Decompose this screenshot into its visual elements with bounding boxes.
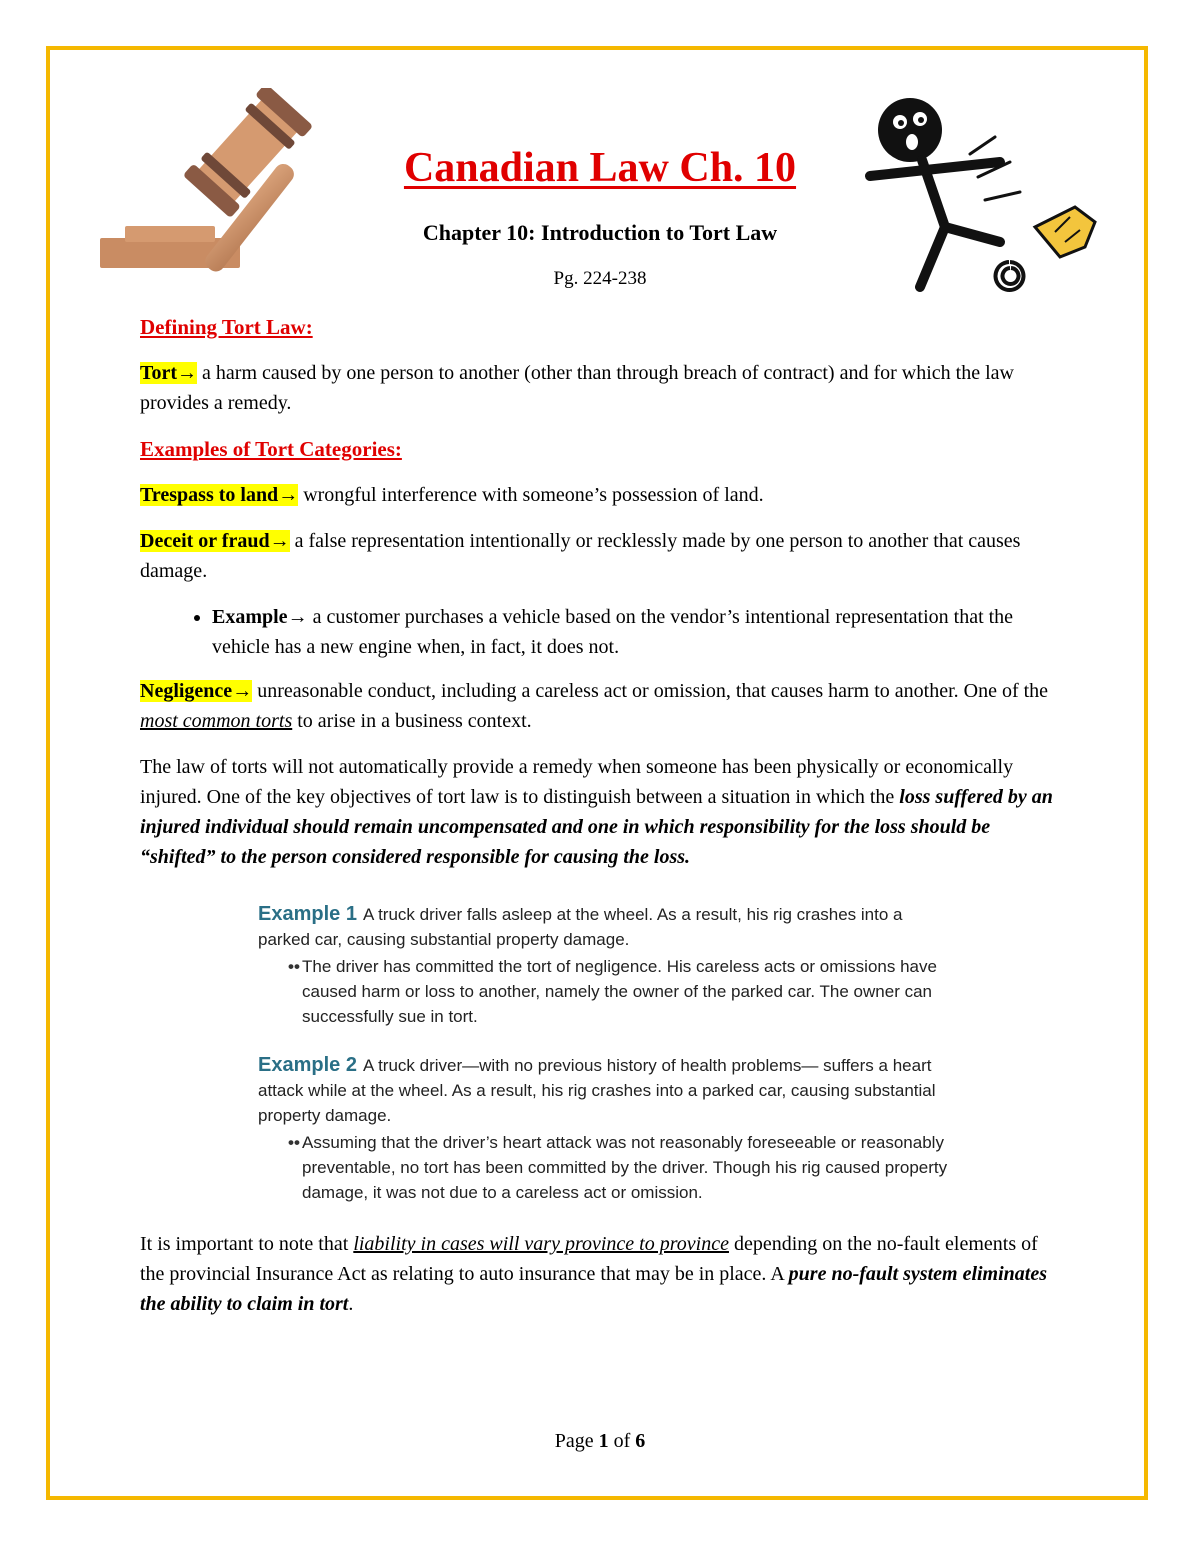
example-1: Example 1 A truck driver falls asleep at the wheel. As a result, his rig crashes into a parked car, causing substantial property damage. •• The driver has committed the tort of negligence. His careless acts or omissions have caused harm or loss to another, namely the owner of the parked car. The owner can successfully sue in tort. bbox=[258, 903, 937, 1026]
examples-heading: Examples of Tort Categories: bbox=[140, 437, 402, 461]
deceit-definition: Deceit or fraud→ a false representation intentionally or recklessly made by one person to another that causes damage. bbox=[140, 530, 1021, 582]
chapter-subtitle: Chapter 10: Introduction to Tort Law bbox=[422, 220, 778, 245]
trespass-term: Trespass to land→ bbox=[140, 484, 299, 506]
closing-paragraph: It is important to note that liability in cases will vary province to province depending on the no-fault elements of the provincial Insurance Act as relating to auto insurance that may be in place. A pure no-fault system eliminates the ability to claim in tort. bbox=[140, 1233, 1048, 1315]
trespass-definition: Trespass to land→ wrongful interference with someone’s possession of land. bbox=[140, 484, 764, 506]
tort-term: Tort→ bbox=[140, 362, 198, 384]
textbook-examples bbox=[258, 902, 958, 1205]
page-range: Pg. 224-238 bbox=[553, 268, 647, 289]
negligence-definition: Negligence→ unreasonable conduct, including a careless act or omission, that causes harm to another. One of the most common torts to arise in a business context. bbox=[140, 680, 1049, 732]
list-item: • Example→ a customer purchases a vehicle based on the vendor’s intentional representation that the vehicle has a new engine when, in fact, it does not. bbox=[212, 602, 1060, 662]
defining-heading: Defining Tort Law: bbox=[140, 315, 313, 339]
example-2: Example 2 A truck driver—with no previous history of health problems— suffers a heart attack while at the wheel. As a result, his rig crashes into a parked car, causing substantial property damage. •• Assuming that the driver’s heart attack was not reasonably foreseeable or reasonably preventable, no tort has been committed by the driver. Though his rig caused property damage, it was not due to a careless act or omission. bbox=[258, 1054, 948, 1202]
main-content bbox=[140, 312, 1060, 1335]
negligence-term: Negligence→ bbox=[140, 680, 253, 702]
tort-definition: Tort→ a harm caused by one person to another (other than through breach of contract) and for which the law provides a remedy. bbox=[140, 362, 1014, 414]
document-title: Canadian Law Ch. 10 bbox=[403, 145, 797, 191]
page-number: Page 1 of 6 bbox=[554, 1430, 646, 1452]
deceit-term: Deceit or fraud→ bbox=[140, 530, 290, 552]
objectives-paragraph: The law of torts will not automatically provide a remedy when someone has been physically or economically injured. One of the key objectives of tort law is to distinguish between a situation in which the loss suffered by an injured individual should remain uncompensated and one in which responsibility for the loss should be “shifted” to the person considered responsible for causing the loss. bbox=[140, 756, 1053, 868]
deceit-example-list bbox=[140, 602, 1060, 662]
